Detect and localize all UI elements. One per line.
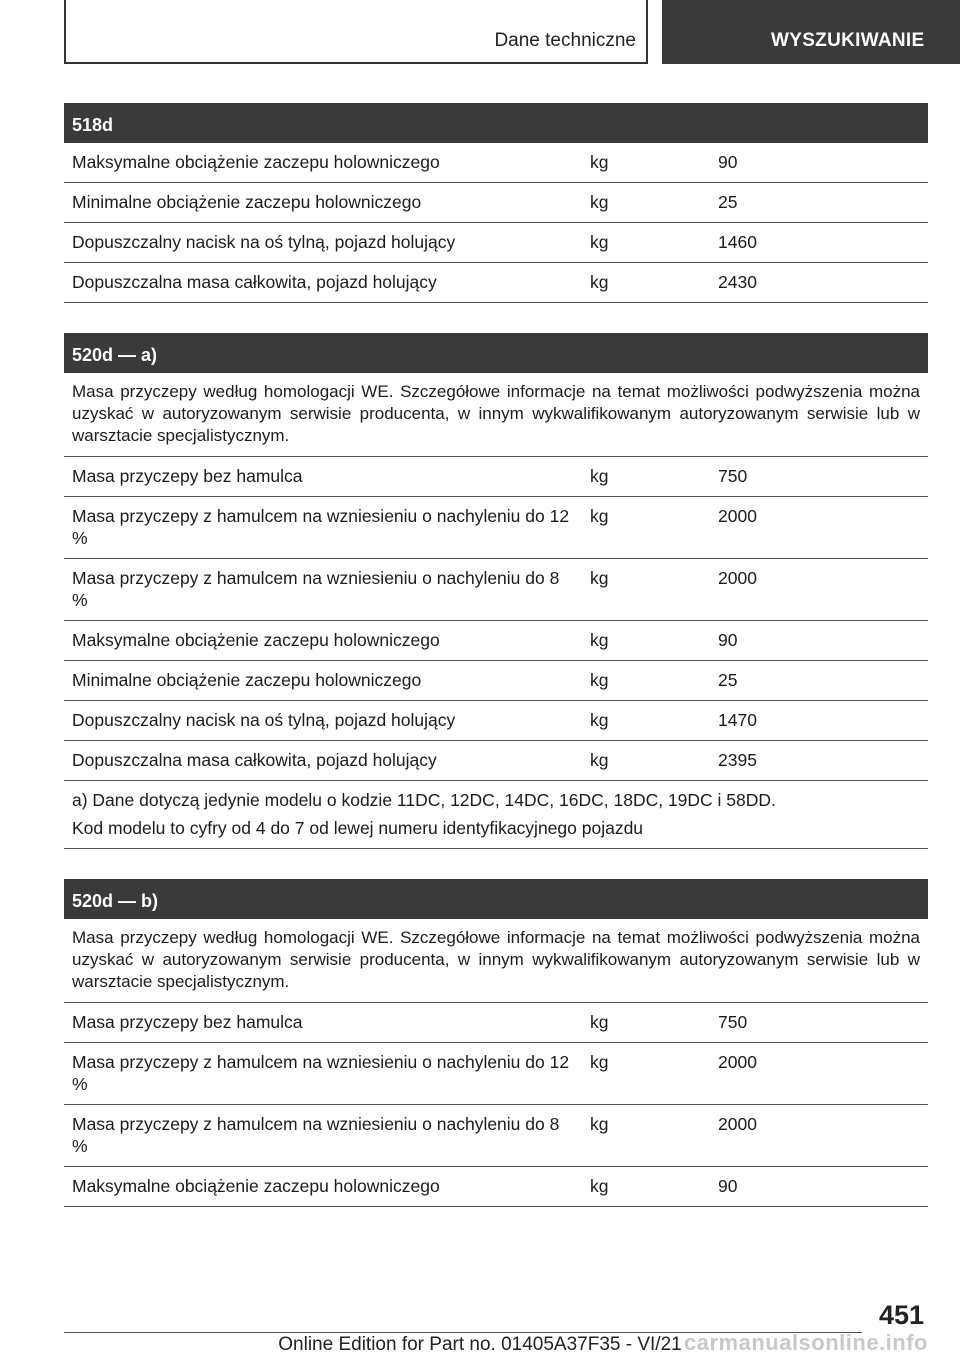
row-unit: kg (590, 750, 609, 770)
row-label: Maksymalne obciążenie zaczepu holowniczego (72, 1176, 440, 1196)
section-520d-b (64, 879, 928, 1207)
row-unit: kg (590, 506, 609, 526)
row-unit: kg (590, 1012, 609, 1032)
row-value: 750 (718, 1012, 748, 1032)
section-heading: 520d — a) (64, 333, 928, 373)
row-label: Maksymalne obciążenie zaczepu holowniczego (72, 630, 440, 650)
row-label: Masa przyczepy bez hamulca (72, 466, 303, 486)
table-row (64, 223, 928, 263)
row-value: 1460 (718, 232, 757, 252)
section-520d-a (64, 333, 928, 849)
row-label: Minimalne obciążenie zaczepu holowniczego (72, 192, 422, 212)
table-row (64, 497, 928, 559)
row-label: Masa przyczepy z hamulcem na wzniesieniu o nachyleniu do 12 % (72, 1052, 570, 1094)
row-label: Dopuszczalny nacisk na oś tylną, pojazd holujący (72, 232, 456, 252)
table-row (64, 457, 928, 497)
row-unit: kg (590, 710, 609, 730)
table-row (64, 701, 928, 741)
row-unit: kg (590, 192, 609, 212)
row-value: 90 (718, 630, 738, 650)
row-value: 25 (718, 670, 738, 690)
table-row (64, 183, 928, 223)
table-row (64, 1167, 928, 1207)
row-value: 90 (718, 1176, 738, 1196)
section-intro: Masa przyczepy według homologacji WE. Szczegółowe informacje na temat możliwości podwyższenia można uzyskać w autoryzowanym serwisie producenta, w innym wykwalifikowanym autoryzowanym serwisie lub w warsztacie specjalistycznym. (64, 373, 928, 457)
table-row (64, 143, 928, 183)
row-value: 90 (718, 152, 738, 172)
search-tab[interactable]: WYSZUKIWANIE (662, 0, 960, 64)
row-value: 2000 (718, 1052, 757, 1072)
table-row (64, 1003, 928, 1043)
row-label: Masa przyczepy z hamulcem na wzniesieniu o nachyleniu do 12 % (72, 506, 570, 548)
row-value: 750 (718, 466, 748, 486)
footnote: a) Dane dotyczą jedynie modelu o kodzie 11DC, 12DC, 14DC, 16DC, 18DC, 19DC i 58DD. (72, 790, 776, 810)
row-unit: kg (590, 568, 609, 588)
row-label: Maksymalne obciążenie zaczepu holowniczego (72, 152, 440, 172)
row-unit: kg (590, 670, 609, 690)
spec-tables (64, 103, 928, 1237)
row-label: Masa przyczepy z hamulcem na wzniesieniu o nachyleniu do 8 % (72, 1114, 560, 1156)
row-unit: kg (590, 466, 609, 486)
row-label: Minimalne obciążenie zaczepu holowniczego (72, 670, 422, 690)
row-value: 2000 (718, 506, 757, 526)
watermark-logo: carmanualsonline.info (684, 1330, 928, 1355)
table-row (64, 559, 928, 621)
row-value: 2000 (718, 568, 757, 588)
row-label: Dopuszczalny nacisk na oś tylną, pojazd holujący (72, 710, 456, 730)
row-label: Dopuszczalna masa całkowita, pojazd holujący (72, 750, 437, 770)
row-unit: kg (590, 630, 609, 650)
table-row (64, 1043, 928, 1105)
row-value: 1470 (718, 710, 757, 730)
section-heading: 518d (64, 103, 928, 143)
footnotes (64, 781, 928, 849)
row-label: Dopuszczalna masa całkowita, pojazd holujący (72, 272, 437, 292)
row-unit: kg (590, 1114, 609, 1134)
table-row (64, 621, 928, 661)
row-value: 25 (718, 192, 738, 212)
row-unit: kg (590, 1052, 609, 1072)
table-row (64, 661, 928, 701)
edition-text: Online Edition for Part no. 01405A37F35 - VI/21 (278, 1334, 682, 1355)
table-row (64, 741, 928, 781)
section-518d (64, 103, 928, 303)
table-row (64, 1105, 928, 1167)
row-unit: kg (590, 152, 609, 172)
footnote: Kod modelu to cyfry od 4 do 7 od lewej numeru identyfikacyjnego pojazdu (72, 818, 644, 838)
row-label: Masa przyczepy bez hamulca (72, 1012, 303, 1032)
row-value: 2395 (718, 750, 757, 770)
row-value: 2000 (718, 1114, 757, 1134)
row-unit: kg (590, 1176, 609, 1196)
section-title[interactable]: Dane techniczne (494, 30, 636, 51)
table-row (64, 263, 928, 303)
row-label: Masa przyczepy z hamulcem na wzniesieniu o nachyleniu do 8 % (72, 568, 560, 610)
row-unit: kg (590, 272, 609, 292)
row-unit: kg (590, 232, 609, 252)
section-intro: Masa przyczepy według homologacji WE. Szczegółowe informacje na temat możliwości podwyższenia można uzyskać w autoryzowanym serwisie producenta, w innym wykwalifikowanym autoryzowanym serwisie lub w warsztacie specjalistycznym. (64, 919, 928, 1003)
row-value: 2430 (718, 272, 757, 292)
page-number: 451 (878, 1300, 924, 1330)
section-heading: 520d — b) (64, 879, 928, 919)
